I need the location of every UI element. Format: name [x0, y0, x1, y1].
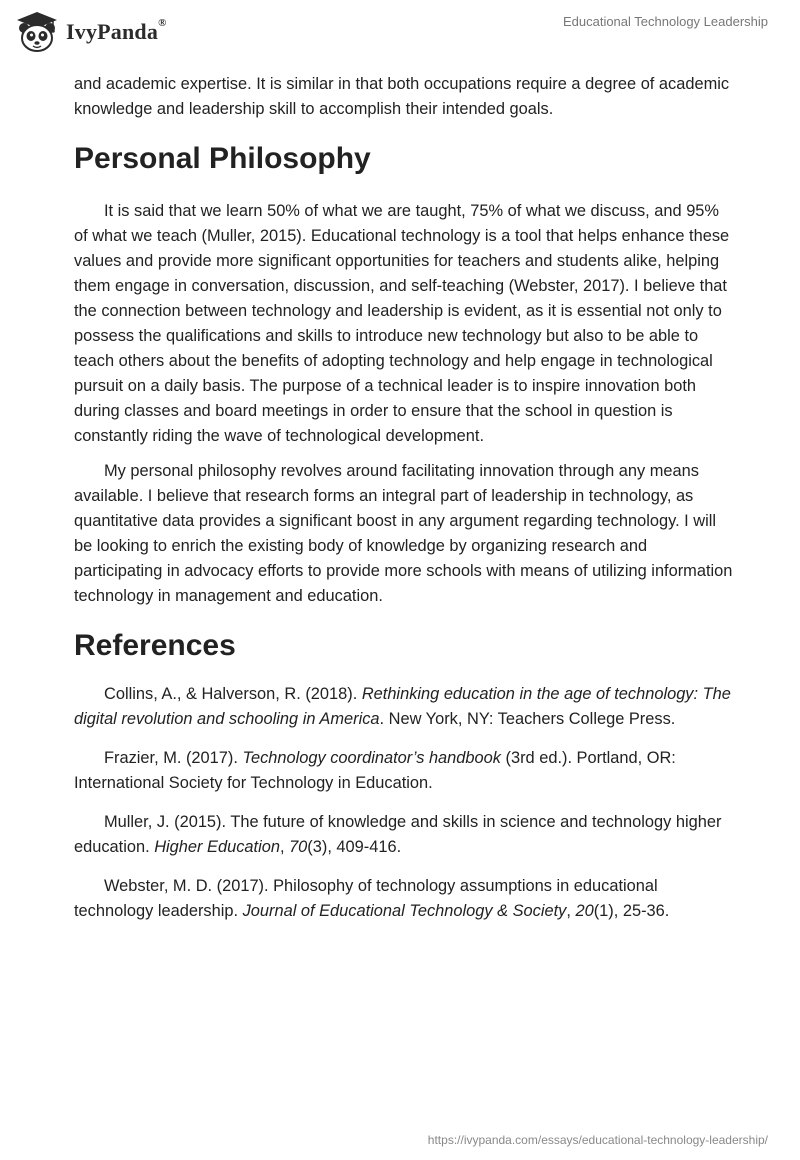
- body-paragraph: It is said that we learn 50% of what we are taught, 75% of what we discuss, and 95% of what we teach (Muller, 2015). Educational technology is a tool that helps enhance these values and provide more significant opportunities for teachers and students alike, helping them engage in conversation, discussion, and self-teaching (Webster, 2017). I believe that the connection between technology and leadership is evident, as it is essential not only to possess the qualifications and skills to introduce new technology but also to be able to teach others about the benefits of adopting technology and help engage in technological pursuit on a daily basis. The purpose of a technical leader is to inspire innovation both during classes and board meetings in order to ensure that the school in question is constantly riding the wave of technological development.: [74, 202, 730, 445]
- source-url[interactable]: https://ivypanda.com/essays/educational-technology-leadership/: [427, 1133, 768, 1147]
- section-heading-personal-philosophy: Personal Philosophy: [74, 142, 371, 175]
- body-paragraph: My personal philosophy revolves around facilitating innovation through any means available. I believe that research forms an integral part of leadership in technology, as quantitative data provides a significant boost in any argument regarding technology. I will be looking to enrich the existing body of knowledge by organizing research and participating in advocacy efforts to provide more schools with means of utilizing information technology in management and education.: [74, 462, 733, 605]
- section-heading-references: References: [74, 629, 236, 662]
- reference-item: Collins, A., & Halverson, R. (2018). Rethinking education in the age of technology: The digital revolution and schooling in America. New York, NY: Teachers College Press.: [74, 685, 731, 728]
- reference-item: Frazier, M. (2017). Technology coordinator’s handbook (3rd ed.). Portland, OR: International Society for Technology in Education.: [74, 749, 676, 792]
- reference-item: Muller, J. (2015). The future of knowledge and skills in science and technology higher education. Higher Education, 70(3), 409-416.: [74, 813, 722, 856]
- reference-title: Higher Education: [154, 838, 280, 856]
- reference-title: Journal of Educational Technology & Society: [242, 902, 567, 920]
- running-title: Educational Technology Leadership: [562, 14, 768, 29]
- reference-title: Rethinking education in the age of technology: The digital revolution and schooling in America: [74, 685, 731, 728]
- reference-volume: 70: [289, 838, 308, 856]
- reference-volume: 20: [575, 902, 594, 920]
- essay-content: [74, 72, 734, 924]
- page-header: [0, 0, 800, 60]
- intro-paragraph: and academic expertise. It is similar in that both occupations require a degree of academic knowledge and leadership skill to accomplish their intended goals.: [74, 75, 730, 118]
- panda-graduate-icon: [14, 9, 60, 55]
- registered-mark: ®: [158, 17, 167, 29]
- reference-title: Technology coordinator’s handbook: [242, 749, 501, 767]
- brand-logo[interactable]: [14, 9, 167, 55]
- reference-item: Webster, M. D. (2017). Philosophy of technology assumptions in educational technology leadership. Journal of Educational Technology & Society, 20(1), 25-36.: [74, 877, 670, 920]
- brand-name: IvyPanda®: [66, 17, 167, 44]
